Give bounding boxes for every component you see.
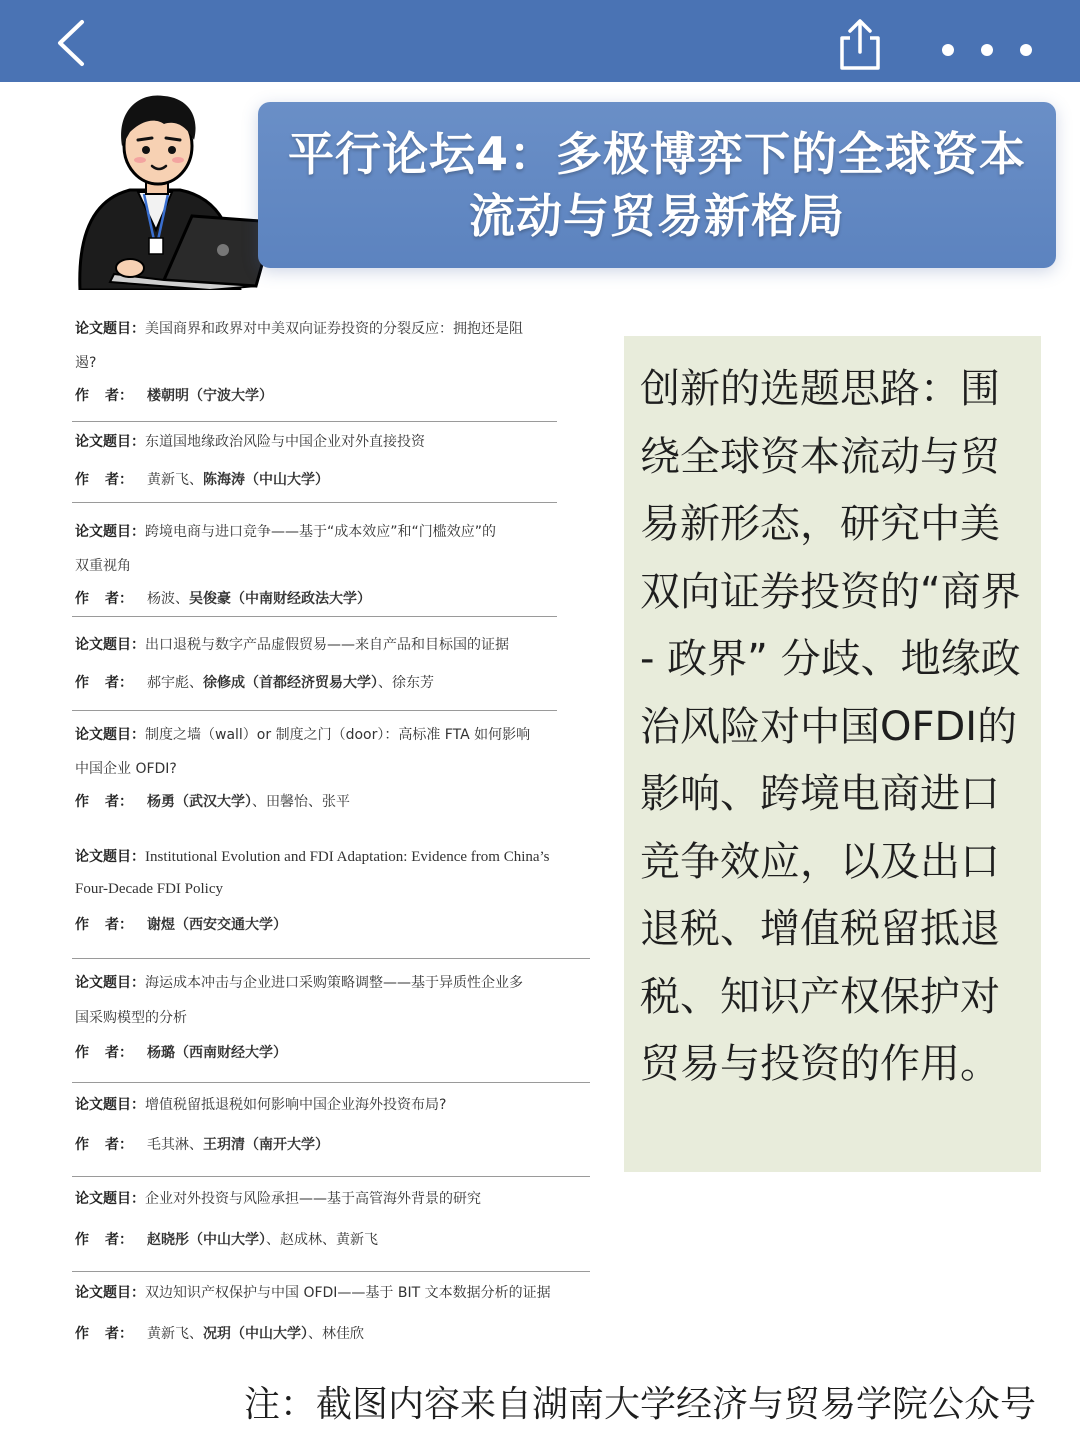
divider (72, 421, 557, 422)
paper-authors: 杨波、 (147, 591, 189, 607)
author-label: 作 者： (75, 675, 133, 691)
paper-title: 东道国地缘政治风险与中国企业对外直接投资 (145, 434, 425, 450)
paper-title-label: 论文题目： (75, 321, 145, 337)
paper-authors-bold: 赵晓彤（中山大学） (147, 1232, 266, 1248)
paper-authors-bold: 杨璐（西南财经大学） (147, 1045, 287, 1061)
paper-title-label: 论文题目： (75, 637, 145, 653)
paper-title-cont: 双重视角 (75, 558, 131, 574)
source-note: 注：截图内容来自湖南大学经济与贸易学院公众号 (244, 1384, 1037, 1425)
top-app-bar (0, 0, 1080, 82)
divider (72, 1271, 590, 1272)
paper-title: 出口退税与数字产品虚假贸易——来自产品和目标国的证据 (145, 637, 509, 653)
author-label: 作 者： (75, 917, 133, 933)
paper-authors-bold: 徐修成（首都经济贸易大学） (203, 675, 378, 691)
paper-authors-bold: 况玥（中山大学） (203, 1326, 308, 1342)
chevron-left-icon[interactable] (50, 18, 94, 68)
paper-title-cont: 中国企业 OFDI? (75, 761, 177, 777)
paper-authors-bold: 陈海涛（中山大学） (203, 472, 329, 488)
paper-authors-bold: 谢煜（西安交通大学） (147, 917, 287, 933)
paper-title: 美国商界和政界对中美双向证券投资的分裂反应：拥抱还是阻 (145, 321, 523, 337)
paper-authors-rest: 、田馨怡、张平 (252, 794, 350, 810)
summary-box (624, 336, 1041, 1172)
paper-title-cont: 国采购模型的分析 (75, 1010, 187, 1026)
paper-authors: 黄新飞、 (147, 1326, 203, 1342)
divider (72, 502, 557, 503)
paper-title-label: 论文题目： (75, 727, 145, 743)
paper-title: 企业对外投资与风险承担——基于高管海外背景的研究 (145, 1191, 481, 1207)
paper-title-cont: 遏? (75, 355, 97, 371)
paper-title: 海运成本冲击与企业进口采购策略调整——基于异质性企业多 (145, 975, 523, 991)
divider (72, 616, 557, 617)
author-label: 作 者： (75, 1137, 133, 1153)
paper-authors-rest: 、徐东芳 (378, 675, 434, 691)
author-label: 作 者： (75, 1326, 133, 1342)
forum-title-line-2: 流动与贸易新格局 (469, 189, 845, 243)
paper-authors-rest: 、赵成林、黄新飞 (266, 1232, 378, 1248)
divider (72, 710, 557, 711)
paper-title-label: 论文题目： (75, 1097, 145, 1113)
share-icon[interactable] (836, 18, 884, 72)
forum-title-banner (258, 102, 1056, 268)
divider (72, 1082, 590, 1083)
divider (72, 1176, 590, 1177)
forum-title-line-1: 平行论坛4：多极博弈下的全球资本 (287, 127, 1026, 181)
paper-title: 跨境电商与进口竞争——基于“成本效应”和“门槛效应”的 (145, 524, 497, 540)
paper-title: 双边知识产权保护与中国 OFDI——基于 BIT 文本数据分析的证据 (145, 1285, 551, 1301)
author-label: 作 者： (75, 591, 133, 607)
author-label: 作 者： (75, 472, 133, 488)
author-label: 作 者： (75, 794, 133, 810)
author-label: 作 者： (75, 388, 133, 404)
paper-authors: 黄新飞、 (147, 472, 203, 488)
paper-authors-bold: 王玥清（南开大学） (203, 1137, 329, 1153)
paper-title: 制度之墙（wall）or 制度之门（door）：高标准 FTA 如何影响 (145, 727, 531, 743)
avatar-illustration (60, 90, 275, 290)
paper-title-cont: Four-Decade FDI Policy (75, 881, 224, 897)
summary-text: 创新的选题思路：围绕全球资本流动与贸易新形态，研究中美双向证券投资的“商界 - 政界” 分歧、地缘政治风险对中国OFDI的影响、跨境电商进口竞争效应，以及出口退税、增值税留抵退税、知识产权保护对贸易与投资的作用。 (640, 366, 1021, 1087)
paper-title-label: 论文题目： (75, 849, 145, 865)
divider (72, 958, 590, 959)
more-dots-icon[interactable] (936, 30, 1046, 70)
author-label: 作 者： (75, 1232, 133, 1248)
paper-title-label: 论文题目： (75, 1285, 145, 1301)
paper-title-label: 论文题目： (75, 434, 145, 450)
paper-authors-bold: 杨勇（武汉大学） (147, 794, 252, 810)
paper-title-label: 论文题目： (75, 975, 145, 991)
author-label: 作 者： (75, 1045, 133, 1061)
paper-title-label: 论文题目： (75, 1191, 145, 1207)
paper-authors-bold: 楼朝明（宁波大学） (147, 388, 273, 404)
paper-title: Institutional Evolution and FDI Adaptation: Evidence from China’s (145, 849, 550, 865)
paper-title: 增值税留抵退税如何影响中国企业海外投资布局? (145, 1097, 447, 1113)
paper-authors-bold: 吴俊豪（中南财经政法大学） (189, 591, 371, 607)
paper-authors-rest: 、林佳欣 (308, 1326, 364, 1342)
paper-title-label: 论文题目： (75, 524, 145, 540)
paper-authors: 毛其淋、 (147, 1137, 203, 1153)
paper-authors: 郝宇彪、 (147, 675, 203, 691)
